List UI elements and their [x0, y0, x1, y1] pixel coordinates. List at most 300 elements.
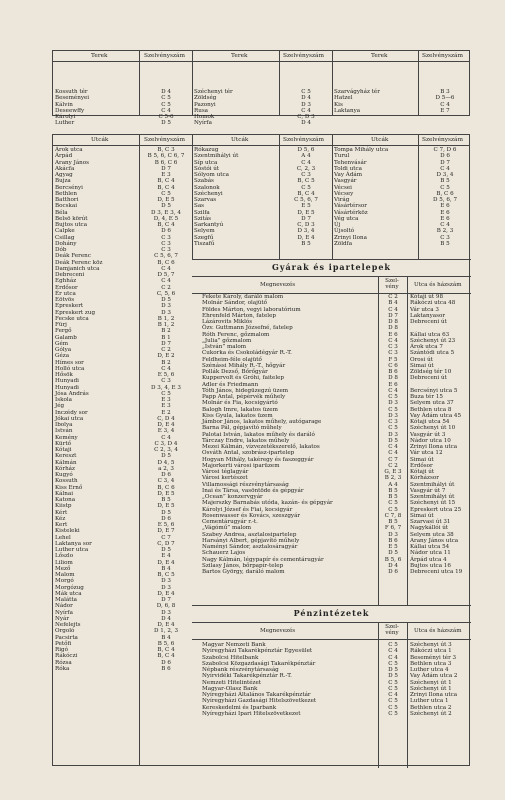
street-name: Dohány — [55, 240, 77, 247]
factory-name: Rosenwasser és Kovács, szeszgyár — [202, 512, 301, 519]
street-grid-code: C, D 4 — [157, 415, 175, 422]
factory-grid-code: G, E 3 — [384, 469, 402, 475]
factory-name: Károlyi József és Fiai, kocsigyár — [202, 506, 293, 513]
factory-address: Simai út — [410, 512, 434, 519]
street-name: Vécsei — [334, 184, 352, 191]
squares-divider — [418, 51, 419, 115]
factory-grid-code: C 5 — [388, 394, 398, 400]
factory-grid-code: D 8 — [388, 319, 398, 325]
street-name: Rigó — [55, 647, 68, 653]
factory-address: Szántódi utca 5 — [410, 350, 455, 357]
street-grid-code: E 6 — [440, 209, 450, 216]
street-name: Fürj — [55, 322, 67, 328]
factory-name: Földes Márton, vegyi laboratórium — [202, 306, 301, 313]
street-grid-code: C 5 — [161, 190, 171, 197]
street-name: Lőszlo — [55, 553, 74, 560]
factory-name: Pollák Dezső, Bőrőgyár — [202, 369, 268, 375]
street-grid-code: C 5 — [301, 184, 311, 191]
factory-name: Papp Antal, pépérvék műhely — [202, 394, 286, 400]
street-name: Szentmihályi út — [194, 153, 239, 160]
street-name: Inczédy sor — [55, 409, 88, 416]
street-name: Epreskert — [55, 303, 84, 310]
street-name: Ér utca — [55, 290, 76, 297]
factory-address: Szentmihályi út — [410, 481, 455, 488]
streets-divider — [192, 135, 193, 259]
street-name: Zöldfa — [334, 240, 353, 247]
factory-address: Kótaji utca 54 — [410, 419, 450, 425]
square-grid-code: C 4 — [161, 107, 171, 114]
factory-name: Jámbor János, lakatos műhely, autógarage — [202, 419, 322, 425]
factories-header-address: Utca és házszám — [414, 282, 462, 288]
street-name: Eghház — [55, 278, 77, 285]
factory-name: Szénássi Mihály R.-T., hőgyár — [202, 362, 286, 369]
factory-address: Debreceni út — [410, 319, 447, 325]
street-name: Kótaji — [55, 447, 72, 453]
factory-grid-code: C 5 — [388, 500, 398, 507]
factory-grid-code: C 2 — [388, 462, 398, 469]
street-name: Epreskert zug — [55, 309, 96, 316]
factory-name: Hogyan Mihály, takéregy és faszeggyár — [202, 456, 314, 463]
factory-address: Vár utca 12 — [410, 450, 443, 457]
bank-address: Széchenyi út 1 — [410, 685, 452, 692]
streets-divider — [139, 135, 140, 765]
factory-address: Kórházsor — [410, 475, 439, 482]
street-name: Kórház — [55, 465, 75, 472]
factory-name: Városi téglagyár — [202, 469, 249, 475]
bank-name: Nyíregyházi Ipari Hitelszövetkezet — [202, 710, 301, 717]
street-name: Tehenvásár — [334, 159, 367, 166]
street-name: Kossuth — [55, 478, 78, 485]
street-grid-code: D 7 — [161, 340, 171, 347]
squares-names-2 — [194, 89, 278, 127]
street-name: Ibolya — [55, 422, 73, 428]
factory-address: Bujtos utca 16 — [410, 562, 451, 569]
street-grid-code: D 4, 5 — [157, 459, 175, 466]
street-name: Szitás — [194, 215, 212, 222]
factory-name: Tóth János, hidegüzegzú üzem — [202, 387, 289, 394]
factory-name: Ehrenfeld Márton, fatelep — [202, 312, 276, 319]
factory-address: Vay Ádám utca 45 — [410, 412, 462, 419]
factory-grid-code: C 7 — [388, 456, 398, 463]
streets-header — [53, 135, 469, 146]
street-grid-code: D 7 — [301, 215, 311, 222]
street-name: Turul — [334, 153, 350, 160]
factory-name: Majorkerti városi iparüzem — [202, 462, 280, 469]
square-name: Széchenyi tér — [194, 89, 233, 95]
factories-title: Gyárak és ipartelepek — [272, 262, 391, 272]
street-name: Malom — [55, 572, 75, 578]
street-grid-code: C 4 — [161, 265, 171, 272]
factory-name: Harsányi Albert, gépjavító műhely — [202, 537, 300, 544]
streets-divider — [279, 135, 280, 259]
street-name: Árok utca — [55, 147, 83, 153]
factory-name: Szabey Andrea, asztalosipartelep — [202, 531, 297, 538]
street-name: Vay Ádám — [334, 172, 363, 178]
street-grid-code: D 3 — [161, 609, 171, 616]
street-grid-code: B, C 4 — [157, 178, 175, 185]
street-name: Deák Ferenc — [55, 253, 91, 260]
banks-divider — [407, 622, 408, 768]
factory-address: Vasgyár út 3 — [410, 431, 446, 438]
squares-codes-2 — [281, 89, 331, 127]
street-name: Síp utca — [194, 159, 218, 166]
street-grid-code: C 5, 6, 7 — [154, 253, 178, 260]
streets-header-name-1: Utcák — [91, 137, 109, 143]
square-grid-code: D 4 — [301, 120, 311, 127]
street-grid-code: B 5 — [301, 240, 311, 247]
bank-grid-code: C 5 — [388, 685, 398, 692]
banks-section — [192, 605, 471, 768]
street-name: Hímes sor — [55, 359, 84, 366]
street-grid-code: C 3 — [161, 378, 171, 385]
square-grid-code: B 3 — [440, 89, 450, 95]
squares-divider — [139, 51, 140, 115]
factory-address: Selyem utca 38 — [410, 531, 454, 538]
factory-grid-code: D 5 — [388, 437, 398, 444]
squares-divider — [332, 51, 333, 115]
streets-codes-2 — [281, 147, 331, 247]
street-name: Bethlen — [55, 190, 77, 197]
street-grid-code: D, E 5 — [297, 209, 315, 216]
street-grid-code: C 3 — [440, 234, 450, 241]
street-name: Selyem — [194, 228, 215, 235]
street-name: Morgó — [55, 578, 74, 585]
bank-address: Széchenyi út 3 — [410, 642, 452, 648]
factory-grid-code: B 6 — [388, 369, 398, 375]
streets-header-name-3: Utcák — [371, 137, 389, 143]
square-name: Nyírfa — [194, 120, 212, 127]
street-name: Szalonok — [194, 184, 220, 191]
factory-grid-code: B 6 — [388, 537, 398, 544]
street-name: Hunyadi — [55, 384, 79, 391]
factory-address: Selyem utca 37 — [410, 400, 454, 407]
factory-grid-code: C 4 — [388, 444, 398, 450]
factories-names — [202, 294, 377, 575]
street-name: Vásártérköz — [334, 209, 368, 216]
factory-grid-code: C 4 — [388, 387, 398, 394]
banks-names — [202, 642, 377, 717]
factories-header-name: Megnevezés — [260, 282, 296, 288]
bank-grid-code: D 5 — [388, 667, 398, 673]
street-grid-code: D, E 4 — [157, 590, 175, 597]
factory-address: Széchenyi út 23 — [410, 337, 456, 344]
street-grid-code: B, C 5 — [157, 572, 175, 578]
street-name: Kereszt — [55, 453, 77, 460]
factory-grid-code: D 6 — [388, 569, 398, 575]
street-name: Morgózug — [55, 584, 84, 591]
factory-name: Palotai István, lakatos műhely és daráló — [202, 431, 315, 438]
squares-codes-1 — [141, 89, 191, 127]
street-grid-code: D, E 4 — [157, 559, 175, 566]
factory-address: Buza tér 15 — [410, 394, 443, 400]
square-name: Zöldség — [194, 95, 217, 102]
street-grid-code: C 5 — [440, 184, 450, 191]
street-grid-code: D, E 5 — [157, 503, 175, 510]
factory-address: Széchenyi út 10 — [410, 425, 456, 432]
banks-codes — [379, 642, 407, 717]
street-name: Mák utca — [55, 590, 82, 597]
factory-grid-code: B 5, 6 — [384, 556, 402, 563]
squares-header-name-1: Terek — [91, 53, 108, 59]
factory-address: Szarvasi út 31 — [410, 519, 451, 525]
factory-grid-code: C 4 — [388, 337, 398, 344]
street-grid-code: C 2, 3, 4 — [154, 447, 178, 453]
street-name: Géza — [55, 353, 70, 360]
factory-address: Széchenyi út 15 — [410, 500, 456, 507]
bank-grid-code: C 5 — [388, 642, 398, 648]
factory-grid-code: E 6 — [388, 331, 398, 338]
street-grid-code: E 3 — [161, 397, 171, 403]
street-name: Árpád — [55, 153, 73, 160]
square-name: Rusa — [194, 107, 209, 114]
street-name: Bujtos utca — [55, 222, 88, 228]
street-name: Vásártérsor — [334, 203, 367, 210]
street-name: Szilfa — [194, 209, 210, 216]
street-name: Kért — [55, 509, 68, 516]
street-grid-code: D 5 — [161, 453, 171, 460]
factory-grid-code: C 5 — [388, 506, 398, 513]
square-name: Szarvágyház tér — [334, 89, 380, 95]
factory-grid-code: F 6, 7 — [384, 525, 402, 532]
street-grid-code: C 4 — [161, 365, 171, 372]
index-content — [52, 50, 470, 766]
street-name: Vasgyár — [334, 178, 357, 185]
factory-name: Molnár Sándor, olajütő — [202, 300, 268, 307]
factory-name: Adler és Friedmann — [202, 381, 259, 388]
street-grid-code: B 2, 3 — [436, 228, 454, 235]
factories-addresses — [410, 294, 470, 575]
street-name: Gém — [55, 340, 69, 347]
square-grid-code: C 5 — [161, 101, 171, 108]
streets-names-1 — [55, 147, 137, 672]
street-grid-code: E 6 — [440, 215, 450, 222]
banks-header — [192, 622, 471, 640]
bank-address: Luther utca 1 — [410, 698, 449, 705]
bank-name: Szabolcsi Közgazdasági Takarékpénztár — [202, 660, 316, 667]
square-name: Pazonyi — [194, 101, 216, 108]
street-name: Hősök — [55, 372, 73, 378]
factory-name: Cementárugyár r.-t. — [202, 519, 258, 525]
street-name: Rókazug — [194, 147, 219, 153]
factory-grid-code: B 2, 3 — [384, 475, 402, 482]
factory-address: Árok utca 7 — [410, 344, 443, 350]
banks-addresses — [410, 642, 470, 717]
bank-grid-code: C 4 — [388, 648, 398, 655]
factory-address: Vár utca 3 — [410, 306, 439, 313]
street-name: Agyag — [55, 172, 73, 178]
street-name: Fergő — [55, 328, 72, 335]
banks-title: Pénzintézetek — [293, 608, 370, 618]
square-grid-code: D 4 — [161, 89, 171, 95]
street-name: Calpke — [55, 228, 75, 235]
street-grid-code: D 6 — [161, 515, 171, 522]
bank-name: Nyírvidéki Takarékpénztár R.-T. — [202, 673, 292, 680]
street-grid-code: B, C 4 — [157, 222, 175, 228]
factory-grid-code: E 6 — [388, 381, 398, 388]
factory-grid-code: C 7, 8 — [384, 512, 402, 519]
bank-name: Szabolcsi Hitelbank — [202, 654, 259, 661]
street-grid-code: B 5 — [440, 240, 450, 247]
street-grid-code: B 2 — [161, 359, 171, 366]
square-grid-code: E 7 — [440, 107, 450, 114]
street-grid-code: B 1 — [161, 334, 171, 341]
square-grid-code: C 4 — [440, 101, 450, 108]
factories-section — [192, 259, 471, 606]
street-grid-code: D 5, 6, 7 — [432, 197, 458, 203]
factory-address: Kállai utca 63 — [410, 331, 450, 338]
street-grid-code: B, C 6 — [157, 484, 175, 491]
street-grid-code: C 4 — [440, 222, 450, 228]
street-name: Galamb — [55, 334, 77, 341]
street-name: Újsoltó — [334, 228, 355, 235]
street-grid-code: E 3 — [161, 172, 171, 178]
street-name: Kürtő — [55, 440, 71, 447]
street-name: Nádor — [55, 603, 73, 610]
street-name: Batthori — [55, 197, 79, 203]
street-grid-code: D, E 2 — [157, 353, 175, 360]
street-grid-code: E 5 — [301, 203, 311, 210]
squares-header-code-3: Szelvényszám — [422, 53, 464, 59]
factory-name: Tárczay Endre, lakatos műhely — [202, 437, 290, 444]
factory-address: Nádor utca 10 — [410, 437, 451, 444]
bank-address: Beseményi tér 3 — [410, 654, 457, 661]
street-name: Béla — [55, 209, 68, 216]
factory-grid-code: D 8 — [388, 375, 398, 382]
street-name: Szegfű — [194, 234, 214, 241]
street-grid-code: C 4 — [161, 434, 171, 441]
street-name: Nefelejts — [55, 622, 81, 628]
factory-grid-code: B 5 — [388, 487, 398, 494]
factory-name: Balogh Imre, lakatos üzem — [202, 406, 278, 413]
factory-grid-code: C 2 — [388, 294, 398, 300]
factory-address: Orosi út — [410, 356, 433, 363]
factory-grid-code: B 5 — [388, 494, 398, 500]
street-grid-code: D 3 — [161, 309, 171, 316]
street-name: Tompa Mihály utca — [334, 147, 389, 153]
street-name: Luther utca — [55, 547, 89, 553]
factory-grid-code: C 5 — [388, 425, 398, 432]
factory-grid-code: C 5 — [388, 406, 398, 413]
squares-header-code-1: Szelvényszám — [144, 53, 186, 59]
street-name: Deák Ferenc köz — [55, 259, 103, 266]
square-grid-code: D 4 — [301, 95, 311, 102]
square-name: Kis — [334, 101, 343, 108]
street-grid-code: C, D 7 — [157, 540, 175, 547]
street-grid-code: C 3 — [161, 247, 171, 253]
streets-header-name-2: Utcák — [231, 137, 249, 143]
factory-grid-code: C 4 — [388, 450, 398, 457]
street-name: Nyár — [55, 615, 70, 622]
factory-name: Mezei Kálmán, vízvezetékszerelő, lakatos — [202, 444, 320, 450]
street-grid-code: E 3 — [161, 403, 171, 410]
streets-names-2 — [194, 147, 278, 247]
square-grid-code: D 5—6 — [435, 95, 455, 102]
street-grid-code: C 7, D 6 — [433, 147, 457, 153]
banks-header-name: Megnevezés — [260, 628, 296, 634]
bank-address: Luther utca 4 — [410, 667, 449, 673]
streets-codes-1 — [141, 147, 191, 672]
factory-name: Kuppervolt és Gróhi, faitelep — [202, 375, 284, 382]
bank-name: Magyar Nemzeti Bank — [202, 642, 266, 648]
square-name: Kálvin — [55, 101, 73, 108]
street-grid-code: C 4 — [301, 159, 311, 166]
square-name: Kossuth tér — [55, 89, 88, 95]
street-name: Erdősor — [55, 284, 78, 291]
street-grid-code: D 1, 2, 3 — [153, 628, 179, 635]
factory-grid-code: C 3 — [388, 344, 398, 350]
factory-grid-code: D 8 — [388, 325, 398, 332]
street-grid-code: C 3 — [161, 234, 171, 241]
factory-grid-code: B 5 — [388, 519, 398, 525]
street-grid-code: D 3, E 3, 4 — [151, 209, 181, 216]
bank-address: Zrinyi Ilona utca — [410, 692, 458, 698]
bank-name: Népbank részvénytársaság — [202, 667, 279, 673]
street-grid-code: C 3, 4 — [157, 478, 175, 485]
square-name: Hatzel — [334, 95, 353, 102]
squares-names-1 — [55, 89, 137, 127]
factory-name: Barna Pál, gépjavító műhely — [202, 425, 282, 432]
factory-address: Szentmihályi út — [410, 494, 455, 500]
street-grid-code: C, D 3 — [297, 222, 315, 228]
factory-address: Árpád utca 4 — [410, 556, 447, 563]
factory-grid-code: D 3 — [388, 531, 398, 538]
street-name: Petőfi — [55, 640, 72, 647]
street-grid-code: B 1, 2 — [157, 322, 175, 328]
street-grid-code: C 5 — [161, 390, 171, 397]
street-grid-code: B, C 6 — [157, 259, 175, 266]
street-grid-code: D 5 — [161, 509, 171, 516]
factory-name: Nagy Kálmán, légypapír és cementárugyár — [202, 556, 324, 563]
street-name: Kisteleki — [55, 528, 80, 535]
street-grid-code: D 3, 4 — [436, 172, 454, 178]
factory-grid-code: E 5 — [388, 544, 398, 550]
square-name: Beseményei — [55, 95, 90, 102]
factory-address: Kállai utca 54 — [410, 544, 450, 550]
square-name: Deseewffy — [55, 107, 85, 114]
street-name: Akácfa — [55, 165, 75, 172]
factory-address: Bercsényi utca 5 — [410, 387, 458, 394]
factory-address: Vasgyár út 7 — [410, 487, 446, 494]
street-grid-code: B, C 4 — [157, 184, 175, 191]
street-name: Debreceni — [55, 272, 85, 278]
square-grid-code: C 5 — [161, 95, 171, 102]
streets-divider — [332, 135, 333, 259]
factory-name: „Julia” gőzmalom — [202, 337, 252, 344]
street-grid-code: D 3 — [161, 578, 171, 585]
factory-address: Zöldség tér 10 — [410, 369, 452, 375]
square-name: Homok — [194, 114, 215, 120]
squares-divider — [279, 51, 280, 115]
squares-table — [52, 50, 470, 127]
street-grid-code: D 4 — [161, 615, 171, 622]
factory-address: Kótaji út — [410, 469, 435, 475]
street-grid-code: D, E 7 — [157, 528, 175, 535]
street-grid-code: B, C 3 — [157, 147, 175, 153]
bank-address: Rákóczi utca 1 — [410, 648, 452, 655]
street-name: Laktanya sor — [55, 540, 92, 547]
street-name: Kiistp — [55, 503, 72, 510]
factories-codes — [379, 294, 407, 575]
street-name: Gólya — [55, 347, 72, 353]
street-grid-code: D, E 4 — [297, 234, 315, 241]
square-grid-code: C 4 — [301, 107, 311, 114]
street-grid-code: D 3 — [161, 584, 171, 591]
street-name: Bujza — [55, 178, 71, 185]
factories-divider — [407, 276, 408, 606]
street-grid-code: D 6 — [161, 472, 171, 478]
factory-name: Lázárovits Miklós — [202, 319, 253, 325]
factory-name: Fekete Károly, daráló malom — [202, 294, 284, 300]
